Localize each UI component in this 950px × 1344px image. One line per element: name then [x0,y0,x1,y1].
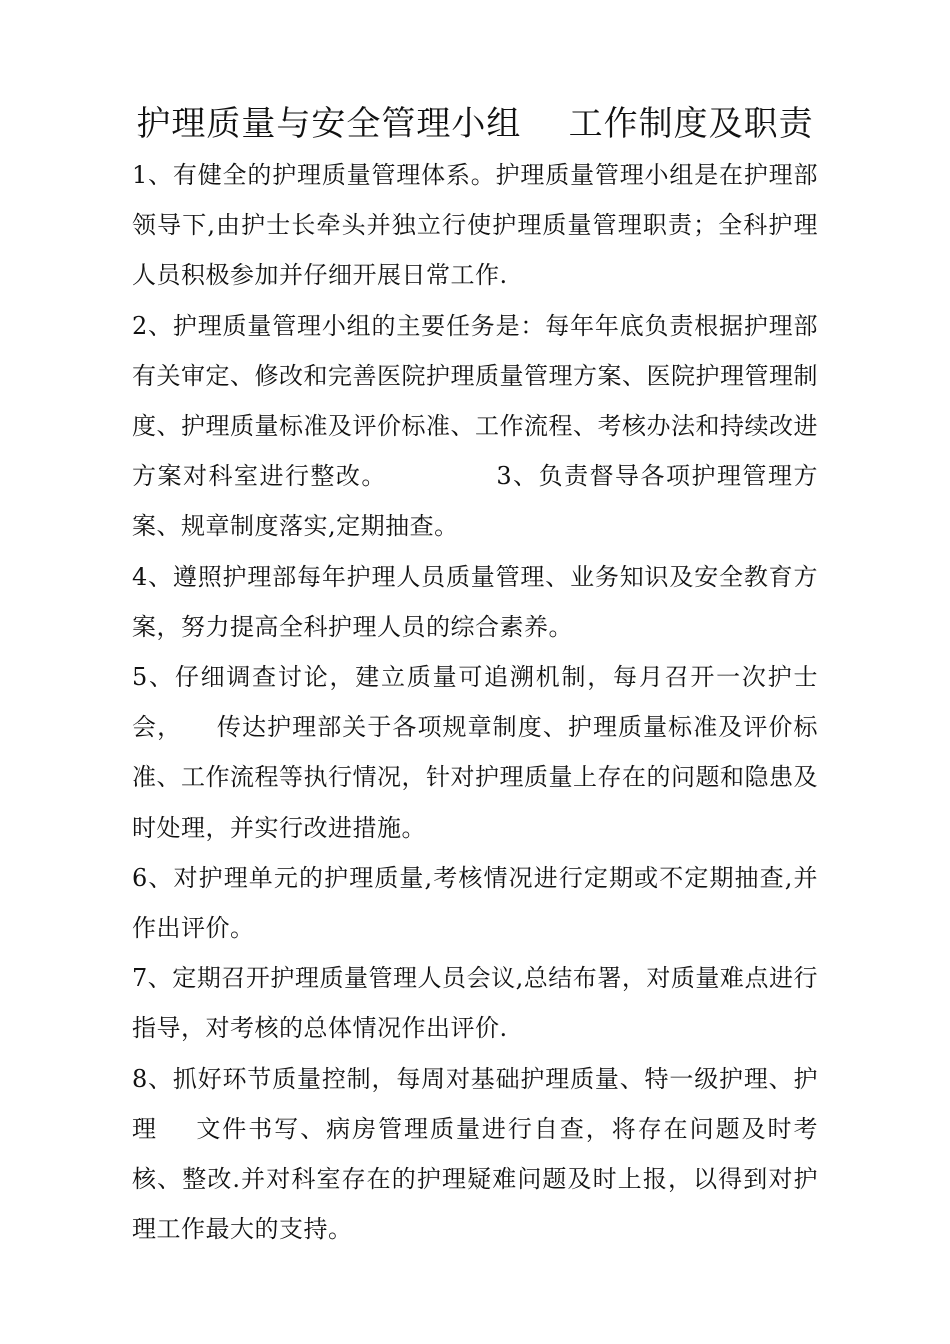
paragraph-2: 2、护理质量管理小组的主要任务是：每年年底负责根据护理部有关审定、修改和完善医院护理质量管理方案、医院护理管理制度、护理质量标准及评价标准、工作流程、考核办法和持续改进方案对科室进行整改。 3、负责督导各项护理管理方案、规章制度落实,定期抽查。 [132,311,818,541]
paragraph-1: 1、有健全的护理质量管理体系。护理质量管理小组是在护理部领导下,由护士长牵头并独立行使护理质量管理职责；全科护理人员积极参加并仔细开展日常工作. [132,161,818,290]
paragraph-7: 7、定期召开护理质量管理人员会议,总结布署，对质量难点进行指导，对考核的总体情况作出评价. [132,964,818,1043]
paragraph-5: 5、仔细调查讨论，建立质量可追溯机制，每月召开一次护士会， 传达护理部关于各项规章制度、护理质量标准及评价标准、工作流程等执行情况，针对护理质量上存在的问题和隐患及时处理，并实行改进措施。 [132,663,818,842]
paragraph-6: 6、对护理单元的护理质量,考核情况进行定期或不定期抽查,并作出评价。 [132,863,818,943]
paragraph-8: 8、抓好环节质量控制，每周对基础护理质量、特一级护理、护理 文件书写、病房管理质量进行自查，将存在问题及时考核、整改.并对科室存在的护理疑难问题及时上报，以得到对护理工作最大的支持。 [132,1064,818,1244]
document-title: 护理质量与安全管理小组 工作制度及职责 [136,104,814,144]
document-body [132,150,818,1254]
paragraph-4: 4、遵照护理部每年护理人员质量管理、业务知识及安全教育方案，努力提高全科护理人员的综合素养。 [132,562,818,641]
